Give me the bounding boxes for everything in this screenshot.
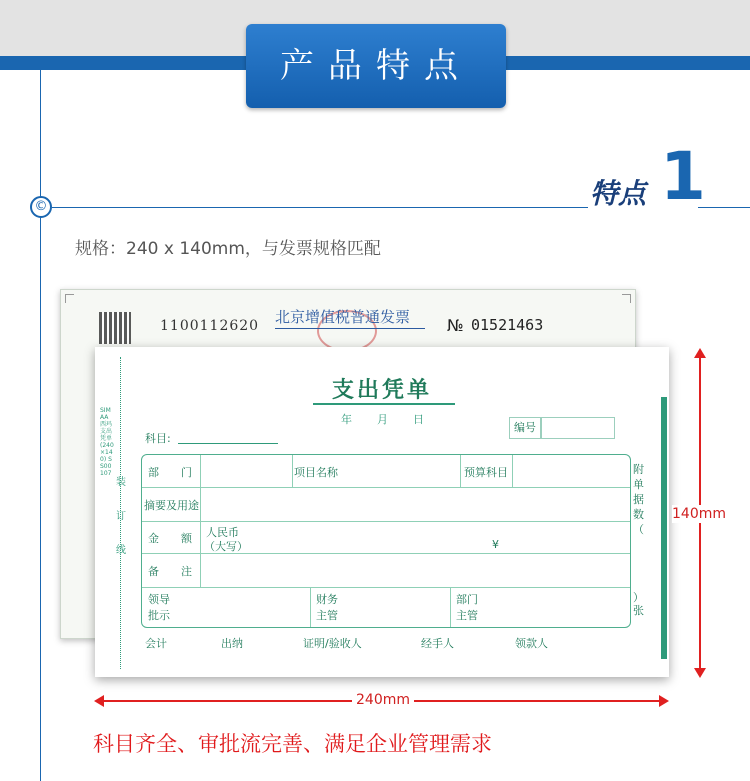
binding-xian: 线 xyxy=(116,545,126,556)
invoice-title-underline xyxy=(275,328,425,329)
table-rule xyxy=(142,587,630,588)
binding-zhuang: 装 xyxy=(116,477,126,488)
signature-handler: 经手人 xyxy=(421,637,454,650)
table-rule xyxy=(200,455,201,587)
corner-mark xyxy=(622,294,631,303)
table-rule xyxy=(142,521,630,522)
table-rule xyxy=(512,455,513,487)
section-title: 产品特点 xyxy=(246,24,506,108)
voucher-edge-bar xyxy=(661,397,667,659)
table-rule xyxy=(460,455,461,487)
arrow-right-icon xyxy=(659,695,669,707)
signature-cashier: 出纳 xyxy=(221,637,243,650)
spec-text: 规格：240 x 140mm，与发票规格匹配 xyxy=(75,239,381,259)
table-rule xyxy=(292,455,293,487)
sheets-label: ）张 xyxy=(633,591,644,617)
arrow-up-icon xyxy=(694,348,706,358)
date-year: 年 xyxy=(341,413,352,426)
dept-manager-label-2: 主管 xyxy=(456,609,478,622)
finance-label-2: 主管 xyxy=(316,609,338,622)
number-label: 编号 xyxy=(509,417,541,439)
amount-label: 金 额 xyxy=(148,532,192,545)
subject-field xyxy=(178,443,278,444)
signature-receiver: 领款人 xyxy=(515,637,548,650)
leader-label-2: 批示 xyxy=(148,609,170,622)
width-label: 240mm xyxy=(352,692,414,708)
daxie-label: （大写） xyxy=(204,540,248,553)
voucher-title-underline xyxy=(313,403,455,405)
purpose-label: 摘要及用途 xyxy=(144,499,199,512)
dept-manager-label-1: 部门 xyxy=(456,593,478,606)
invoice-number: 01521463 xyxy=(471,316,544,334)
voucher-side-text: SIMAA西玛 支出凭单(240×140) SS00107 xyxy=(100,407,114,477)
date-month: 月 xyxy=(377,413,388,426)
number-field xyxy=(541,417,615,439)
invoice-code: 1100112620 xyxy=(160,318,260,334)
qr-code-icon xyxy=(99,312,131,344)
project-label: 项目名称 xyxy=(294,466,338,479)
feature-label: 特点 xyxy=(590,177,647,210)
date-day: 日 xyxy=(413,413,424,426)
corner-mark xyxy=(65,294,74,303)
voucher-table xyxy=(141,454,631,628)
feature-number: 1 xyxy=(660,138,706,215)
dept-label: 部 门 xyxy=(148,466,192,479)
leader-label-1: 领导 xyxy=(148,593,170,606)
signature-accountant: 会计 xyxy=(145,637,167,650)
arrow-down-icon xyxy=(694,668,706,678)
invoice-title: 北京增值税普通发票 xyxy=(275,308,411,326)
attachment-count-label: 附单据数（ xyxy=(633,463,644,536)
arrow-left-icon xyxy=(94,695,104,707)
feature-caption: 科目齐全、审批流完善、满足企业管理需求 xyxy=(93,732,492,756)
feature-rule xyxy=(52,207,588,208)
signature-verifier: 证明/验收人 xyxy=(303,637,362,650)
subject-label: 科目: xyxy=(145,432,171,445)
copyright-icon: © xyxy=(30,196,52,218)
finance-label-1: 财务 xyxy=(316,593,338,606)
table-rule xyxy=(142,487,630,488)
budget-label: 预算科目 xyxy=(464,466,508,479)
voucher-title: 支出凭单 xyxy=(331,377,432,403)
invoice-number-mark: № xyxy=(447,316,464,335)
table-rule xyxy=(310,587,311,627)
remark-label: 备 注 xyxy=(148,565,192,578)
height-label: 140mm xyxy=(672,506,726,522)
voucher-form xyxy=(95,347,669,677)
rmb-label: 人民币 xyxy=(206,526,239,539)
left-rule xyxy=(40,70,41,781)
yen-sign: ¥ xyxy=(492,538,499,551)
binding-ding: 订 xyxy=(116,511,126,522)
table-rule xyxy=(450,587,451,627)
